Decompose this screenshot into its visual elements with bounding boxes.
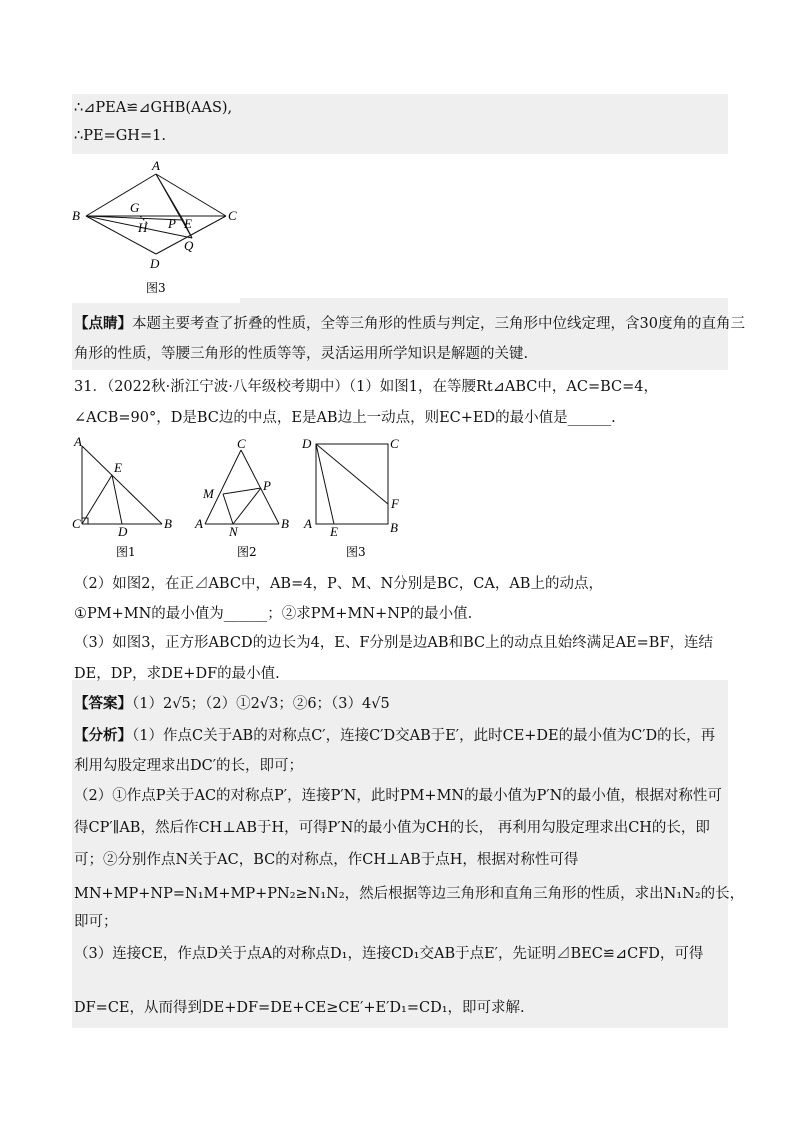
fig1-label-e: E [114, 460, 122, 475]
fig3-caption: 图3 [346, 545, 366, 559]
problem-line-5: （3）如图3，正方形ABCD的边长为4，E、F分别是边AB和BC上的动点且始终满足AE=BF，连结 [74, 635, 714, 651]
fig2-label-m: M [203, 486, 214, 501]
analysis-line-6: MN+MP+NP=N₁M+MP+PN₂≥N₁N₂，然后根据等边三角形和直角三角形的性质，求出N₁N₂的长， [74, 886, 745, 902]
figure-3 [300, 436, 410, 561]
prev-figure-3 [70, 158, 240, 303]
fig2-label-n: N [229, 524, 238, 539]
analysis-line-5: 可；②分别作点N关于AC，BC的对称点，作CH⊥AB于点H，根据对称性可得 [74, 852, 579, 868]
analysis-line-4: 得CP′∥AB，然后作CH⊥AB于H，可得P′N的最小值为CH的长， 再利用勾股定理求出CH的长，即 [74, 820, 710, 836]
analysis-line-3: （2）①作点P关于AC的对称点P′，连接P′N，此时PM+MN的最小值为P′N的最小值，根据对称性可 [74, 788, 722, 804]
prev-fig-label-p: P [168, 216, 176, 231]
answer-text: （1）2√5；（2）①2√3；②6；（3）4√5 [132, 696, 390, 712]
answer-tag: 【答案】 [74, 695, 132, 712]
comment-tag: 【点睛】 [74, 315, 132, 332]
problem-line-6: DE，DP，求DE+DF的最小值. [74, 666, 280, 682]
solution-line-2: ∴PE=GH=1. [74, 128, 166, 144]
figure-2 [195, 436, 305, 561]
fig3-label-f: F [391, 496, 399, 511]
problem-line-1: 31．（2022秋·浙江宁波·八年级校考期中）（1）如图1，在等腰Rt⊿ABC中，AC=BC=4， [74, 379, 659, 395]
analysis-tag: 【分析】 [74, 727, 132, 744]
analysis-line-9: DF=CE，从而得到DE+DF=DE+CE≥CE′+E′D₁=CD₁，即可求解. [74, 1000, 525, 1016]
analysis-line-7: 即可； [74, 914, 118, 930]
prev-fig-label-h: H [138, 220, 148, 235]
prev-fig-caption: 图3 [146, 281, 166, 295]
fig1-label-a: A [74, 434, 82, 449]
problem-line-3: （2）如图2，在正⊿ABC中，AB=4，P、M、N分别是BC，CA，AB上的动点， [74, 576, 603, 592]
problem-line-2: ∠ACB=90°，D是BC边的中点，E是AB边上一动点，则EC+ED的最小值是______. [74, 410, 616, 426]
prev-fig-label-b: B [72, 208, 80, 223]
fig3-label-c: C [390, 436, 399, 451]
fig3-label-d: D [302, 436, 312, 451]
problem-line-4: ①PM+MN的最小值为______；②求PM+MN+NP的最小值. [74, 606, 473, 622]
fig2-label-p: P [263, 478, 271, 493]
analysis-text-1: （1）作点C关于AB的对称点C′，连接C′D交AB于E′，此时CE+DE的最小值为C′D的长，再 [132, 728, 716, 744]
analysis-line-2: 利用勾股定理求出DC′的长，即可； [74, 758, 304, 774]
prev-fig-label-q: Q [184, 238, 194, 253]
fig1-label-d: D [118, 524, 128, 539]
comment-text-1: 本题主要考查了折叠的性质，全等三角形的性质与判定，三角形中位线定理，含30度角的直角三 [132, 316, 745, 332]
fig1-label-c: C [72, 516, 81, 531]
prev-fig-label-d: D [150, 256, 160, 271]
fig3-label-a: A [304, 516, 312, 531]
comment-line-1 [74, 314, 745, 334]
analysis-line-8: （3）连接CE，作点D关于点A的对称点D₁，连接CD₁交AB于点E′，先证明⊿BEC≌⊿CFD，可得 [74, 946, 704, 962]
fig3-label-b: B [390, 520, 398, 535]
fig2-label-a: A [195, 516, 203, 531]
prev-fig-label-c: C [228, 208, 237, 223]
fig2-label-c: C [237, 436, 246, 451]
analysis-line-1 [74, 726, 715, 746]
fig3-label-e: E [330, 524, 338, 539]
fig2-label-b: B [281, 516, 289, 531]
comment-line-2: 角形的性质，等腰三角形的性质等等，灵活运用所学知识是解题的关键. [74, 346, 529, 362]
prev-fig-label-g: G [130, 200, 140, 215]
prev-fig-label-e: E [184, 216, 192, 231]
fig1-label-b: B [164, 516, 172, 531]
figure-1 [70, 436, 180, 561]
solution-line-1: ∴⊿PEA≌⊿GHB(AAS), [74, 100, 233, 116]
answer-line [74, 694, 390, 714]
fig1-caption: 图1 [116, 545, 136, 559]
fig2-caption: 图2 [237, 545, 257, 559]
prev-fig-label-a: A [152, 158, 160, 173]
